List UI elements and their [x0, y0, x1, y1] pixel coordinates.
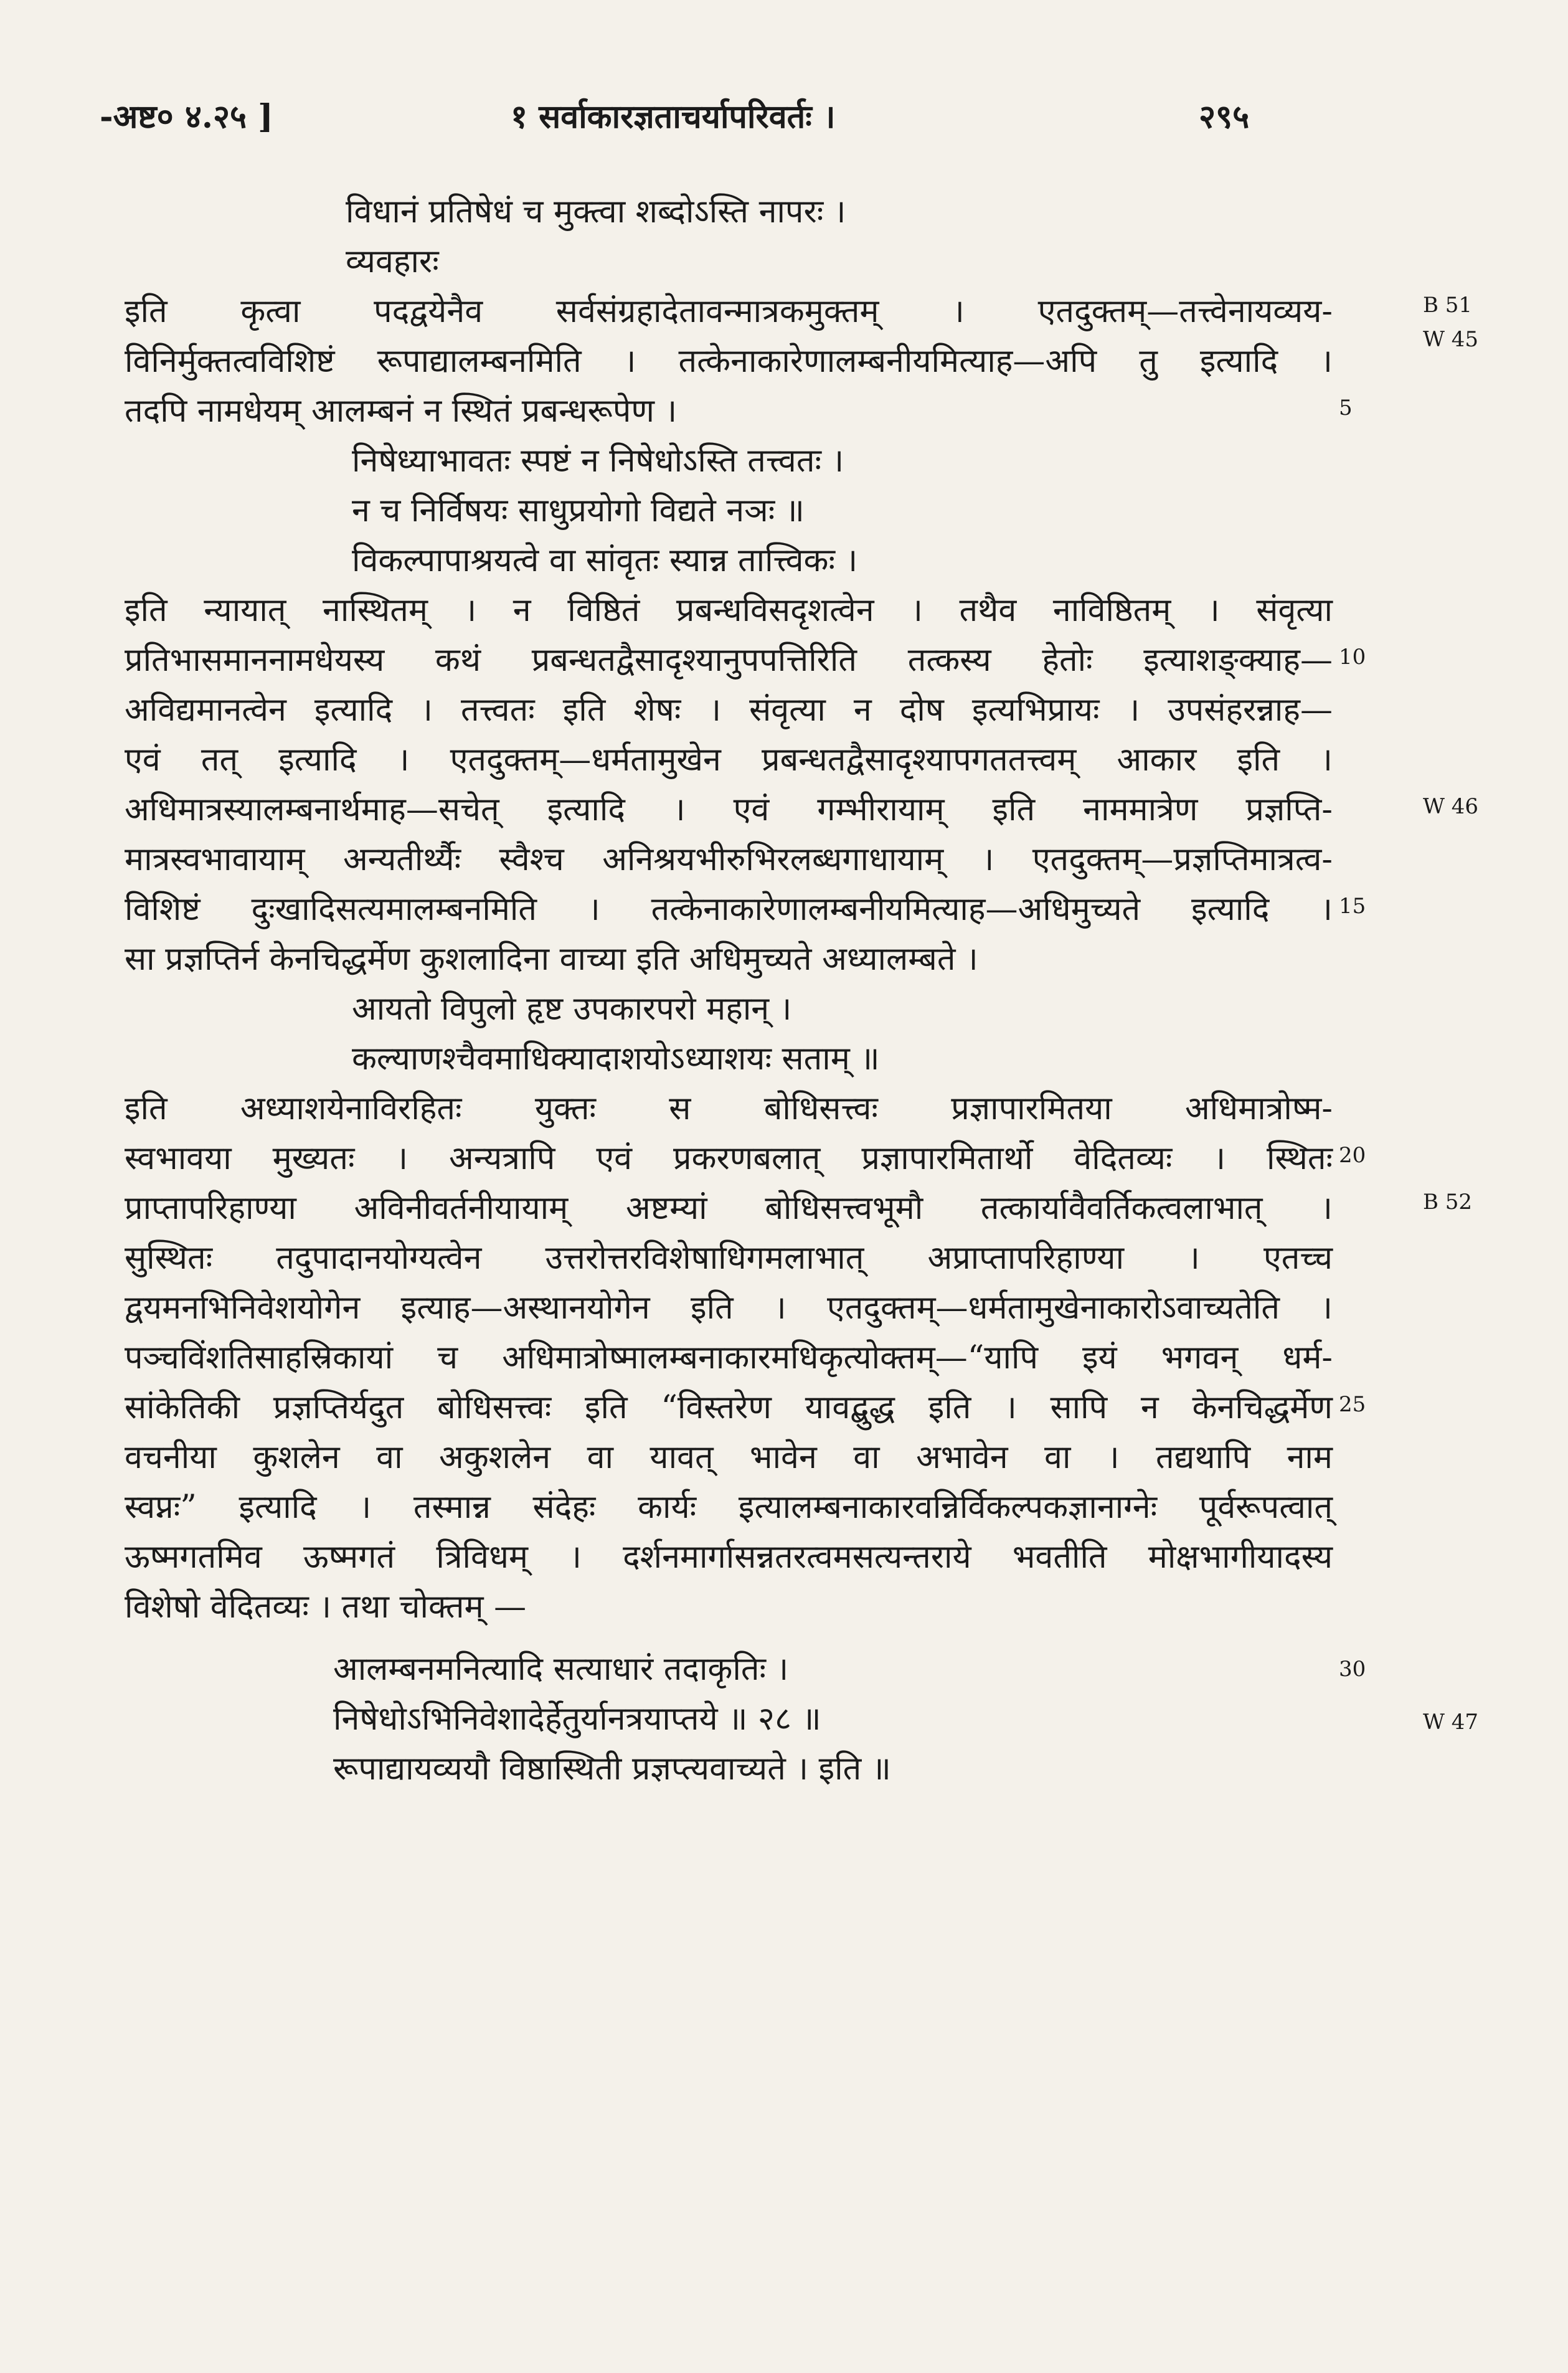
text-line: इति कृत्वा पदद्वयेनैव सर्वसंग्रहादेतावन्मात्रकमुक्तम् । एतदुक्तम्—तत्त्वेनायव्यय- — [125, 293, 1333, 330]
manuscript-siglum: B 51 — [1423, 293, 1473, 318]
running-header — [0, 93, 1568, 149]
line-number: 25 — [1339, 1392, 1366, 1417]
text-line: अविद्यमानत्वेन इत्यादि । तत्त्वतः इति शेषः । संवृत्या न दोष इत्यभिप्रायः । उपसंहरन्नाह— — [125, 691, 1333, 729]
verse-line: व्यवहारः — [346, 243, 439, 280]
verse-line: कल्याणश्चैवमाधिक्यादाशयोऽध्याशयः सताम् ॥ — [352, 1040, 880, 1078]
text-line: वचनीया कुशलेन वा अकुशलेन वा यावत् भावेन वा अभावेन वा । तद्यथापि नाम — [125, 1439, 1333, 1476]
verse-line: रूपाद्यायव्ययौ विष्ठास्थिती प्रज्ञप्त्यवाच्यते । इति ॥ — [333, 1750, 891, 1788]
verse-line: आयतो विपुलो हृष्ट उपकारपरो महान् । — [352, 990, 792, 1028]
verse-line: विधानं प्रतिषेधं च मुक्त्वा शब्दोऽस्ति नापरः । — [346, 193, 846, 230]
text-line: इति अध्याशयेनाविरहितः युक्तः स बोधिसत्त्वः प्रज्ञापारमितया अधिमात्रोष्म- — [125, 1090, 1333, 1127]
header-section-ref: -अष्ट० ४.२५ ] — [100, 98, 273, 136]
text-line: प्रतिभासमाननामधेयस्य कथं प्रबन्धतद्वैसादृश्यानुपपत्तिरिति तत्कस्य हेतोः इत्याशङ्क्याह— — [125, 642, 1333, 679]
text-line: एवं तत् इत्यादि । एतदुक्तम्—धर्मतामुखेन प्रबन्धतद्वैसादृश्यापगततत्त्वम् आकार इति । — [125, 741, 1333, 779]
verse-line: विकल्पापाश्रयत्वे वा सांवृतः स्यान्न तात्त्विकः । — [352, 542, 858, 579]
text-line: सा प्रज्ञप्तिर्न केनचिद्धर्मेण कुशलादिना वाच्या इति अधिमुच्यते अध्यालम्बते । — [125, 940, 978, 978]
text-line: स्वभावया मुख्यतः । अन्यत्रापि एवं प्रकरणबलात् प्रज्ञापारमितार्थो वेदितव्यः । स्थितः — [125, 1140, 1333, 1177]
verse-line: आलम्बनमनित्यादि सत्याधारं तदाकृतिः । — [333, 1651, 789, 1688]
text-line: तदपि नामधेयम् आलम्बनं न स्थितं प्रबन्धरूपेण । — [125, 392, 678, 430]
text-line: द्वयमनभिनिवेशयोगेन इत्याह—अस्थानयोगेन इति । एतदुक्तम्—धर्मतामुखेनाकारोऽवाच्यतेति । — [125, 1289, 1333, 1327]
manuscript-siglum: B 52 — [1423, 1190, 1473, 1215]
header-chapter-title: १ सर्वाकारज्ञताचर्यापरिवर्तः । — [511, 98, 836, 136]
line-number: 10 — [1339, 645, 1366, 670]
text-line: विनिर्मुक्तत्वविशिष्टं रूपाद्यालम्बनमिति । तत्केनाकारेणालम्बनीयमित्याह—अपि तु इत्यादि । — [125, 343, 1333, 380]
text-line: इति न्यायात् नास्थितम् । न विष्ठितं प्रबन्धविसदृशत्वेन । तथैव नाविष्ठितम् । संवृत्या — [125, 592, 1333, 629]
manuscript-siglum: W 45 — [1423, 327, 1479, 352]
text-line: अधिमात्रस्यालम्बनार्थमाह—सचेत् इत्यादि । एवं गम्भीरायाम् इति नाममात्रेण प्रज्ञप्ति- — [125, 791, 1333, 828]
verse-line: न च निर्विषयः साधुप्रयोगो विद्यते नञः ॥ — [352, 492, 805, 529]
text-line: सुस्थितः तदुपादानयोग्यत्वेन उत्तरोत्तरविशेषाधिगमलाभात् अप्राप्तापरिहाण्या । एतच्च — [125, 1239, 1333, 1277]
text-line: स्वप्नः” इत्यादि । तस्मान्न संदेहः कार्यः इत्यालम्बनाकारवन्निर्विकल्पकज्ञानाग्नेः पूर्वरूपत्वात् — [125, 1489, 1333, 1526]
line-number: 30 — [1339, 1657, 1366, 1682]
text-line: विशिष्टं दुःखादिसत्यमालम्बनमिति । तत्केनाकारेणालम्बनीयमित्याह—अधिमुच्यते इत्यादि । — [125, 891, 1333, 928]
line-number: 20 — [1339, 1143, 1366, 1168]
verse-line: निषेधोऽभिनिवेशादेर्हेतुर्यानत्रयाप्तये ॥ २८ ॥ — [333, 1700, 821, 1738]
text-line: ऊष्मगतमिव ऊष्मगतं त्रिविधम् । दर्शनमार्गासन्नतरत्वमसत्यन्तराये भवतीति मोक्षभागीयादस्य — [125, 1538, 1333, 1576]
verse-line: निषेध्याभावतः स्पष्टं न निषेधोऽस्ति तत्त्वतः । — [352, 442, 844, 480]
header-page-number: २९५ — [1199, 98, 1250, 136]
manuscript-siglum: W 47 — [1423, 1710, 1479, 1735]
text-line: पञ्चविंशतिसाहस्रिकायां च अधिमात्रोष्मालम्बनाकारमधिकृत्योक्तम्—“यापि इयं भगवन् धर्म- — [125, 1339, 1333, 1376]
text-line: प्राप्तापरिहाण्या अविनीवर्तनीयायाम् अष्टम्यां बोधिसत्त्वभूमौ तत्कार्यावैवर्तिकत्वलाभात् । — [125, 1190, 1333, 1227]
text-line: विशेषो वेदितव्यः । तथा चोक्तम् — — [125, 1588, 527, 1626]
line-number: 15 — [1339, 894, 1366, 919]
manuscript-siglum: W 46 — [1423, 794, 1479, 819]
text-line: सांकेतिकी प्रज्ञप्तिर्यदुत बोधिसत्त्वः इति “विस्तरेण यावद्बुद्ध इति । सापि न केनचिद्धर्मेण — [125, 1389, 1333, 1426]
line-number: 5 — [1339, 396, 1353, 420]
text-line: मात्रस्वभावायाम् अन्यतीर्थ्यैः स्वैश्च अनिश्रयभीरुभिरलब्धगाधायाम् । एतदुक्तम्—प्रज्ञप्तिमात्रत्व- — [125, 841, 1333, 878]
